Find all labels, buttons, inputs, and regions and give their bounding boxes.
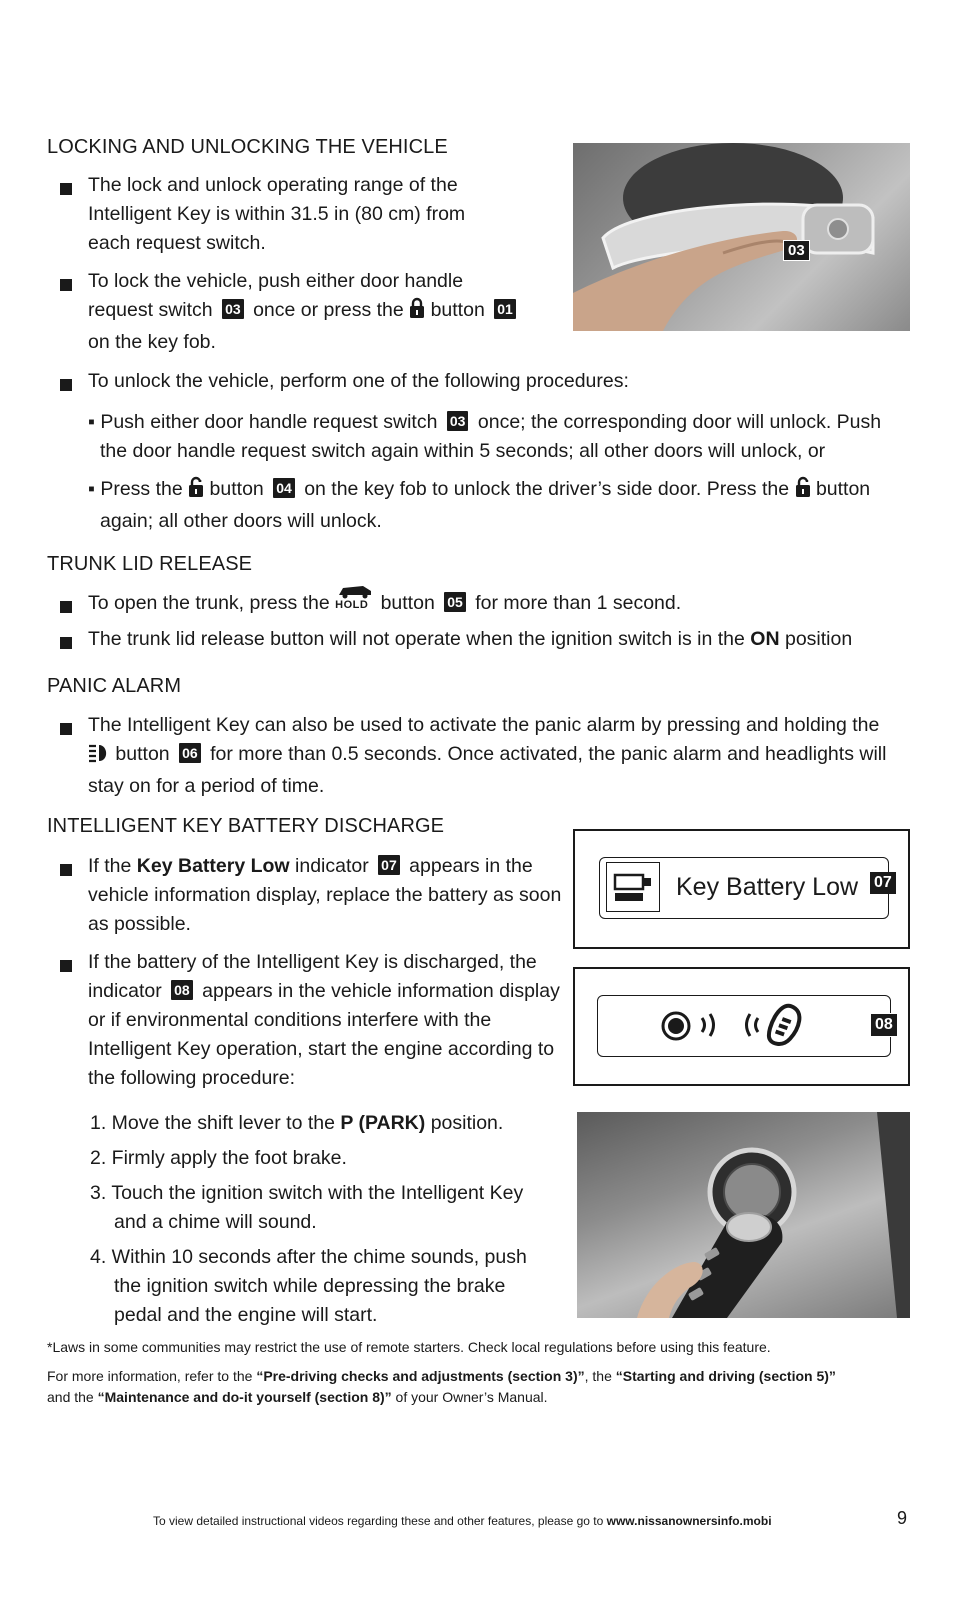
callout-badge-01: 01: [494, 299, 516, 319]
trunk-release-icon: [335, 589, 375, 615]
text-line: If the battery of the Intelligent Key is discharged, the: [88, 951, 537, 973]
text-fragment: and the: [47, 1389, 94, 1405]
locking-bullet-1: [88, 171, 548, 258]
callout-badge-07: 07: [378, 855, 400, 875]
text-fragment: , the: [584, 1368, 612, 1384]
text-line: [88, 977, 573, 1006]
bullet: [60, 379, 72, 391]
text-line: Intelligent Key is within 31.5 in (80 cm) from: [88, 203, 466, 225]
key-battery-low-display: [573, 829, 910, 949]
text-fragment: on the key fob to unlock the driver’s side door. Press the: [304, 478, 790, 500]
callout-badge-08: 08: [171, 980, 193, 1000]
text-line: the ignition switch while depressing the brake: [114, 1275, 506, 1297]
text-fragment: Key Battery Low: [136, 855, 290, 877]
callout-badge-03: 03: [222, 299, 244, 319]
text-fragment: of your Owner’s Manual.: [395, 1389, 548, 1405]
locking-bullet-3: To unlock the vehicle, perform one of the following procedures:: [88, 370, 629, 392]
callout-badge-05: 05: [444, 592, 466, 612]
section-title-trunk: TRUNK LID RELEASE: [47, 553, 253, 575]
text-fragment: button: [430, 299, 485, 321]
ignition-button-icon: [660, 1010, 696, 1047]
text-line: and a chime will sound.: [114, 1211, 317, 1233]
text-line: [47, 1387, 917, 1408]
text-fragment: “Pre-driving checks and adjustments (section 3)”: [256, 1368, 585, 1384]
text-line: or if environmental conditions interfere with the: [88, 1009, 492, 1031]
hold-label: HOLD: [335, 599, 369, 611]
text-fragment: “Starting and driving (section 5)”: [615, 1368, 836, 1384]
text-line: pedal and the engine will start.: [114, 1304, 378, 1326]
page-number: 9: [897, 1508, 908, 1528]
text-line: stay on for a period of time.: [88, 775, 325, 797]
text-fragment: 1. Move the shift lever to the: [90, 1112, 335, 1134]
text-fragment: To open the trunk, press the: [88, 592, 330, 614]
text-fragment: button: [209, 478, 264, 500]
text-line: vehicle information display, replace the battery as soon: [88, 884, 562, 906]
panic-bullet: [88, 711, 928, 801]
signal-waves-icon: [698, 1010, 722, 1045]
battery-bullet-2: [88, 948, 573, 1093]
text-fragment: request switch: [88, 299, 213, 321]
battery-bullet-1: [88, 852, 573, 939]
key-battery-low-text: Key Battery Low: [676, 873, 859, 901]
callout-badge-07: 07: [870, 872, 896, 894]
more-info-note: [47, 1366, 917, 1408]
laws-footnote: *Laws in some communities may restrict the use of remote starters. Check local regulations before using this feature.: [47, 1339, 771, 1355]
section-title-locking: LOCKING AND UNLOCKING THE VEHICLE: [47, 136, 448, 158]
section-title-panic: PANIC ALARM: [47, 675, 182, 697]
callout-badge-03: 03: [783, 240, 810, 261]
text-line: on the key fob.: [88, 331, 216, 353]
text-line: 3. Touch the ignition switch with the Intelligent Key: [90, 1182, 524, 1204]
callout-badge-06: 06: [179, 743, 201, 763]
text-fragment: If the: [88, 855, 132, 877]
bullet: [60, 183, 72, 195]
callout-badge-08: 08: [870, 1013, 898, 1037]
unlock-sub-item-1: [88, 408, 928, 466]
text-line: The lock and unlock operating range of the: [88, 174, 458, 196]
text-fragment: ▪ Push either door handle request switch: [88, 411, 438, 433]
procedure-steps: [90, 1109, 560, 1330]
callout-badge-04: 04: [273, 478, 295, 498]
text-line: as possible.: [88, 913, 191, 935]
text-fragment: button: [380, 592, 435, 614]
section-title-battery: INTELLIGENT KEY BATTERY DISCHARGE: [47, 815, 445, 837]
key-signal-display: [573, 967, 910, 1086]
text-fragment: appears in the: [409, 855, 533, 877]
text-line: [88, 296, 558, 328]
unlock-sub-item-2: [88, 475, 928, 536]
text-line: To lock the vehicle, push either door handle: [88, 270, 464, 292]
text-line: 4. Within 10 seconds after the chime sounds, push: [90, 1246, 527, 1268]
key-battery-icon: [606, 862, 660, 912]
bullet: [60, 637, 72, 649]
key-fob-icon: [766, 1002, 802, 1055]
panic-headlight-icon: [88, 743, 110, 772]
trunk-bullet-2: [88, 625, 928, 654]
bullet: [60, 279, 72, 291]
text-fragment: appears in the vehicle information display: [202, 980, 560, 1002]
text-line: [88, 475, 928, 507]
display-screen: [599, 857, 889, 919]
footer-url-link[interactable]: www.nissanownersinfo.mobi: [606, 1514, 772, 1528]
text-fragment: P (PARK): [340, 1112, 426, 1134]
bullet: [60, 723, 72, 735]
text-fragment: once; the corresponding door will unlock. Push: [477, 411, 882, 433]
footer-note: [153, 1514, 772, 1528]
text-line: the door handle request switch again within 5 seconds; all other doors will unlock, or: [100, 440, 826, 462]
step-3: [90, 1179, 560, 1237]
text-fragment: For more information, refer to the: [47, 1368, 253, 1384]
text-line: [88, 852, 573, 881]
text-line: The Intelligent Key can also be used to activate the panic alarm by pressing and holding the: [88, 714, 880, 736]
text-fragment: indicator: [295, 855, 369, 877]
lock-icon: [409, 297, 425, 328]
text-fragment: indicator: [88, 980, 162, 1002]
text-line: again; all other doors will unlock.: [100, 510, 382, 532]
text-fragment: button: [815, 478, 871, 500]
step-4: [90, 1243, 560, 1330]
signal-waves-icon: [738, 1010, 766, 1045]
text-fragment: “Maintenance and do-it yourself (section 8)”: [97, 1389, 392, 1405]
text-fragment: ON: [750, 628, 780, 650]
unlock-icon: [188, 476, 204, 507]
text-line: [88, 408, 928, 437]
door-handle-photo: [573, 143, 910, 331]
text-fragment: position.: [430, 1112, 504, 1134]
text-fragment: The trunk lid release button will not operate when the ignition switch is in the: [88, 628, 745, 650]
bullet: [60, 864, 72, 876]
bullet: [60, 960, 72, 972]
text-line: Intelligent Key operation, start the engine according to: [88, 1038, 555, 1060]
text-fragment: once or press the: [253, 299, 404, 321]
bullet: [60, 601, 72, 613]
callout-badge-03: 03: [447, 411, 469, 431]
text-line: the following procedure:: [88, 1067, 296, 1089]
unlock-icon: [795, 476, 811, 507]
step-1: [90, 1109, 560, 1138]
text-line: [47, 1366, 917, 1387]
display-screen: [597, 995, 891, 1057]
footer-text: To view detailed instructional videos regarding these and other features, please go to: [153, 1514, 604, 1528]
text-fragment: ▪ Press the: [88, 478, 183, 500]
locking-bullet-2: [88, 267, 558, 357]
text-fragment: button: [115, 743, 170, 765]
trunk-bullet-1: [88, 589, 908, 618]
text-line: [88, 740, 928, 772]
text-line: each request switch.: [88, 232, 266, 254]
text-fragment: for more than 1 second.: [475, 592, 682, 614]
ignition-key-photo: [577, 1112, 910, 1318]
text-fragment: position: [784, 628, 853, 650]
step-2: 2. Firmly apply the foot brake.: [90, 1147, 347, 1169]
text-fragment: for more than 0.5 seconds. Once activated, the panic alarm and headlights will: [210, 743, 887, 765]
